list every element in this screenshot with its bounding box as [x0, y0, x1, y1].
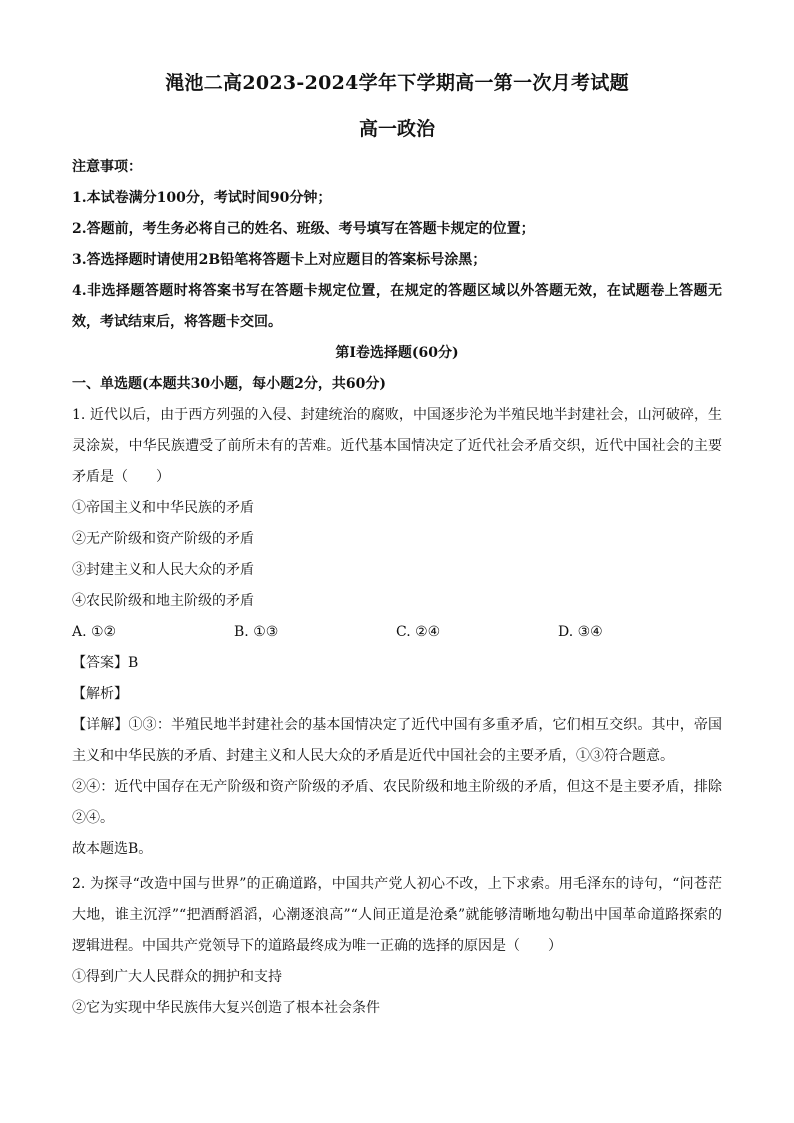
option-d: D. ③④ [558, 624, 603, 640]
detail-label: 【详解】 [72, 717, 129, 733]
question-item: ③封建主义和人民大众的矛盾 [72, 562, 254, 578]
question-item: ①得到广大人民群众的拥护和支持 [72, 969, 282, 985]
answer-line [72, 648, 722, 679]
conclusion: 故本题选B。 [72, 841, 153, 857]
question-1 [72, 400, 722, 865]
note-item: 1.本试卷满分100分，考试时间90分钟； [72, 190, 332, 206]
part-heading: 一、单选题(本题共30小题，每小题2分，共60分) [72, 376, 386, 392]
question-item: ②无产阶级和资产阶级的矛盾 [72, 531, 254, 547]
option-c: C. ②④ [396, 624, 441, 640]
option-b: B. ①③ [234, 624, 279, 640]
question-stem: 2. 为探寻“改造中国与世界”的正确道路，中国共产党人初心不改，上下求索。用毛泽东的诗句，“问苍茫大地，谁主沉浮”“把酒酹滔滔，心潮逐浪高”“人间正道是沧桑”就能够清晰地勾勒出中国革命道路探索的逻辑进程。中国共产党领导下的道路最终成为唯一正确的选择的原因是（ ） [72, 876, 722, 954]
exam-page [72, 66, 722, 1024]
note-item: 3.答选择题时请使用2B铅笔将答题卡上对应题目的答案标号涂黑； [72, 252, 487, 268]
answer-options [72, 617, 722, 648]
question-2 [72, 869, 722, 1024]
analysis-label: 【解析】 [72, 686, 128, 702]
question-item: ④农民阶级和地主阶级的矛盾 [72, 593, 254, 609]
option-a: A. ①② [72, 624, 117, 640]
exam-subtitle: 高一政治 [358, 118, 435, 140]
exam-title: 渑池二高2023-2024学年下学期高一第一次月考试题 [165, 72, 629, 94]
answer-value: B [128, 655, 139, 671]
note-item: 2.答题前，考生务必将自己的姓名、班级、考号填写在答题卡规定的位置； [72, 221, 535, 237]
notes-heading: 注意事项： [72, 159, 142, 175]
answer-label: 【答案】 [72, 655, 128, 671]
section-title: 第Ⅰ卷选择题(60分) [335, 345, 459, 361]
question-item: ②它为实现中华民族伟大复兴创造了根本社会条件 [72, 1000, 380, 1016]
detail-text: ①③：半殖民地半封建社会的基本国情决定了近代中国有多重矛盾，它们相互交织。其中，帝国主义和中华民族的矛盾、封建主义和人民大众的矛盾是近代中国社会的主要矛盾，①③符合题意。 [72, 717, 723, 764]
note-item: 4.非选择题答题时将答案书写在答题卡规定位置，在规定的答题区域以外答题无效，在试题卷上答题无效，考试结束后，将答题卡交回。 [72, 283, 722, 330]
detail-paragraph-2: ②④：近代中国存在无产阶级和资产阶级的矛盾、农民阶级和地主阶级的矛盾，但这不是主要矛盾，排除②④。 [72, 779, 722, 826]
question-item: ①帝国主义和中华民族的矛盾 [72, 500, 254, 516]
question-stem: 1. 近代以后，由于西方列强的入侵、封建统治的腐败，中国逐步沦为半殖民地半封建社会，山河破碎，生灵涂炭，中华民族遭受了前所未有的苦难。近代基本国情决定了近代社会矛盾交织，近代中国社会的主要矛盾是（ ） [72, 407, 722, 485]
notes-section [72, 152, 722, 338]
detail-paragraph [72, 710, 722, 772]
